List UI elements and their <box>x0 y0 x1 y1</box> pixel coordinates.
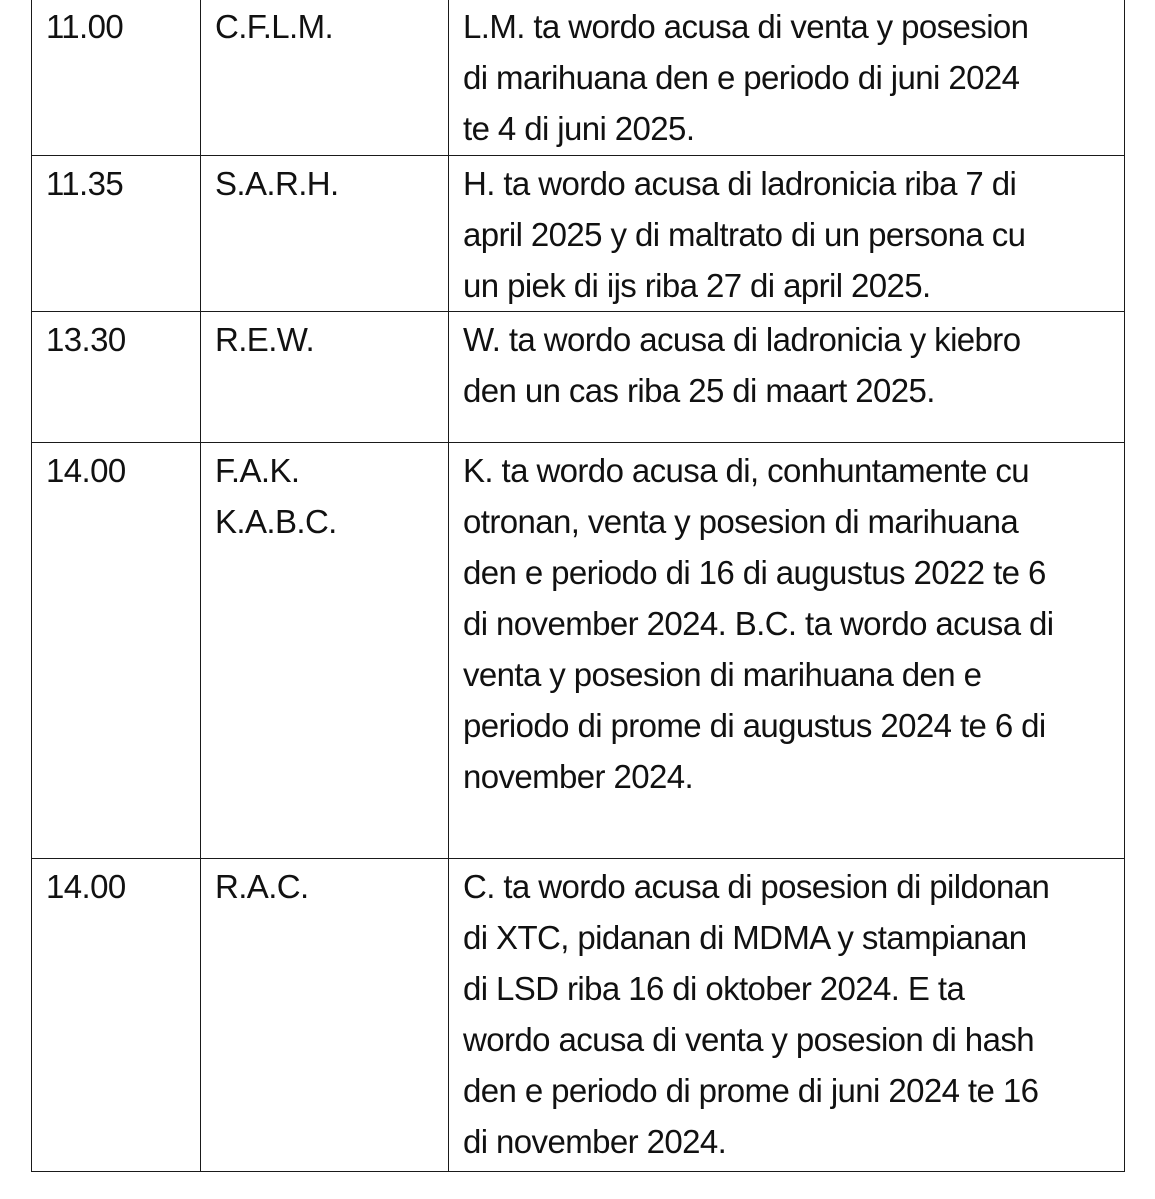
initials-cell <box>201 859 449 1172</box>
description-cell: H. ta wordo acusa di ladronicia riba 7 di april 2025 y di maltrato di un persona cu un piek di ijs riba 27 di april 2025. <box>449 156 1125 312</box>
description-cell: W. ta wordo acusa di ladronicia y kiebro den un cas riba 25 di maart 2025. <box>449 312 1125 443</box>
table-row <box>32 0 1125 156</box>
initials-cell <box>201 443 449 859</box>
description-cell: L.M. ta wordo acusa di venta y posesion di marihuana den e periodo di juni 2024 te 4 di juni 2025. <box>449 0 1125 156</box>
initials: K.A.B.C. <box>215 503 337 540</box>
time-cell: 14.00 <box>32 859 201 1172</box>
table-row <box>32 156 1125 312</box>
time-cell: 11.00 <box>32 0 201 156</box>
initials-cell <box>201 156 449 312</box>
time-cell: 11.35 <box>32 156 201 312</box>
table-row <box>32 312 1125 443</box>
description-cell: C. ta wordo acusa di posesion di pildonan di XTC, pidanan di MDMA y stampianan di LSD riba 16 di oktober 2024. E ta wordo acusa di venta y posesion di hash den e periodo di prome di juni 2024 te 16 di november 2024. <box>449 859 1125 1172</box>
initials-cell <box>201 0 449 156</box>
initials: R.A.C. <box>215 868 309 905</box>
table-row <box>32 443 1125 859</box>
court-schedule-table <box>31 0 1125 1172</box>
initials: S.A.R.H. <box>215 165 339 202</box>
initials: F.A.K. <box>215 452 300 489</box>
table-row <box>32 859 1125 1172</box>
initials: R.E.W. <box>215 321 315 358</box>
time-cell: 14.00 <box>32 443 201 859</box>
initials: C.F.L.M. <box>215 8 334 45</box>
time-cell: 13.30 <box>32 312 201 443</box>
description-cell: K. ta wordo acusa di, conhuntamente cu otronan, venta y posesion di marihuana den e periodo di 16 di augustus 2022 te 6 di november 2024. B.C. ta wordo acusa di venta y posesion di marihuana den e periodo di prome di augustus 2024 te 6 di november 2024. <box>449 443 1125 859</box>
initials-cell <box>201 312 449 443</box>
